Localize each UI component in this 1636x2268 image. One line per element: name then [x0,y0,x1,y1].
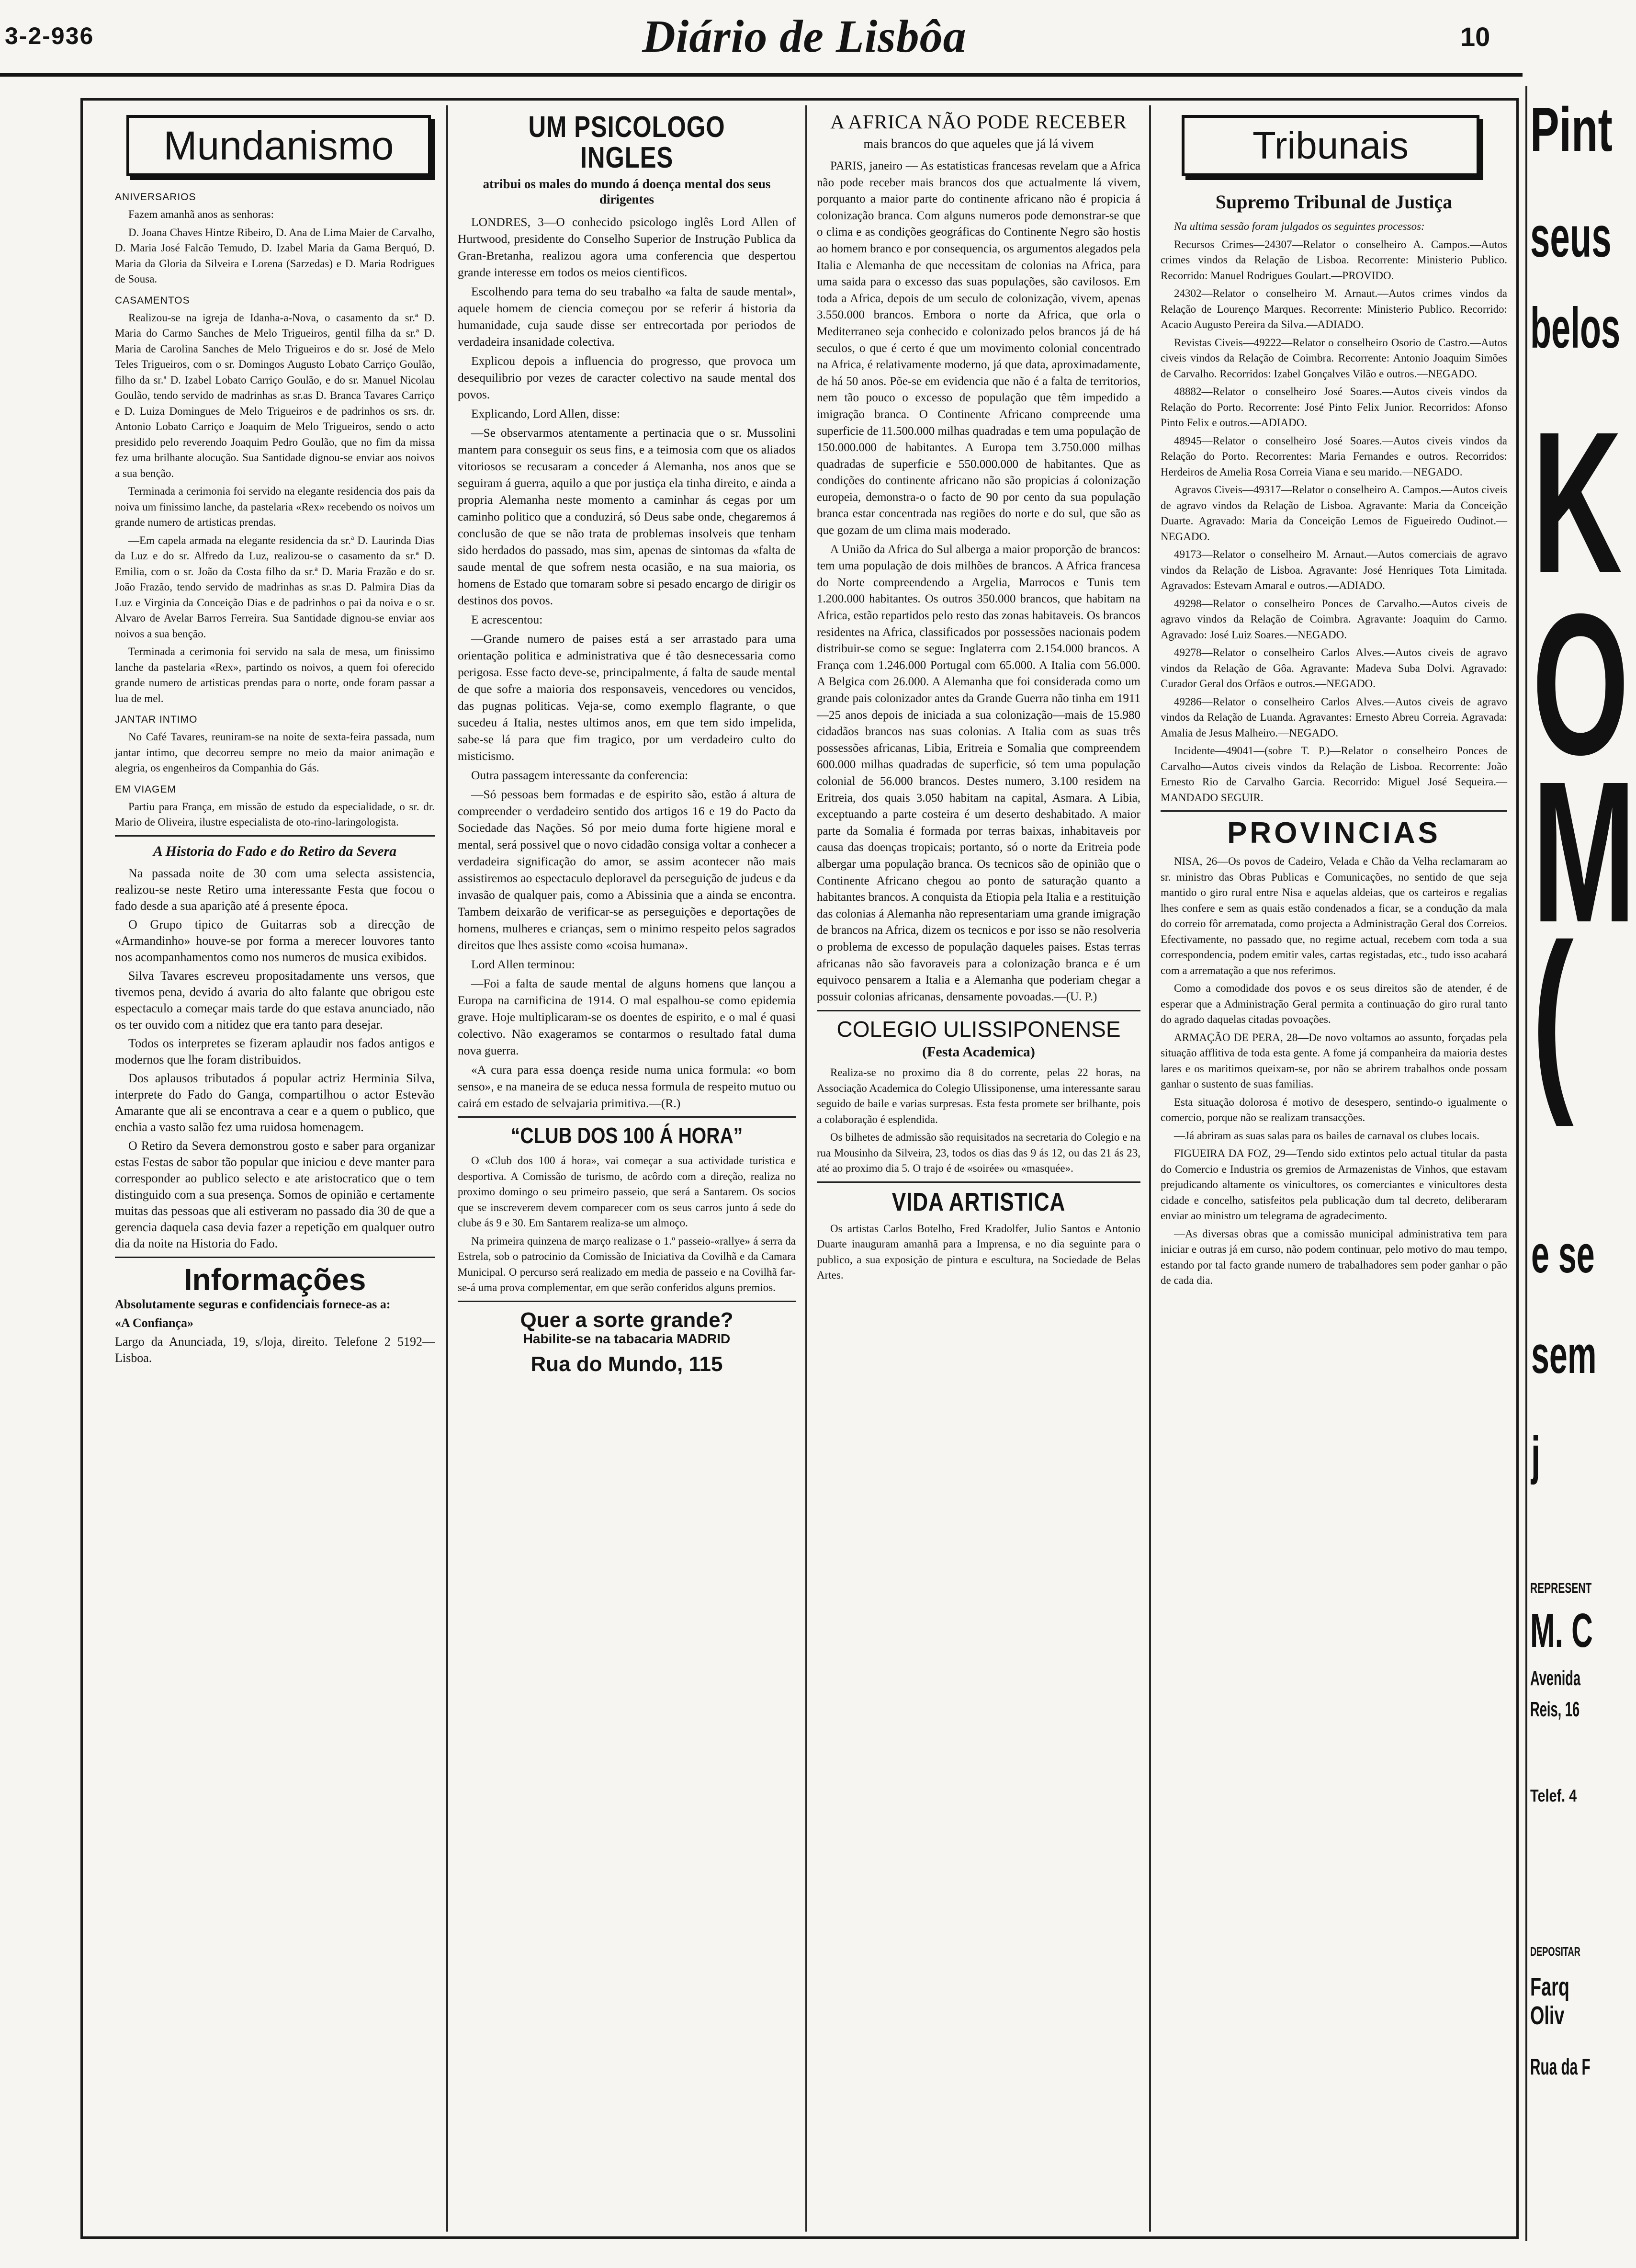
informacoes-title: Informações [183,1262,366,1297]
psicologo-paragraph: «A cura para essa doença reside numa unica formula: «o bom senso», e na maneira de se educa nessa formula de respeito mutuo ou cairá em estado de selvajaria primitiva.—(R.) [458,1063,796,1110]
masthead-rule [0,73,1523,77]
tribunais-item: 48882—Relator o conselheiro José Soares.—Autos civeis vindos da Relação do Porto. Recorrente: José Pinto Felix Junior. Recorridos: Afonso Pinto Felix e outros.—ADIADO. [1161,386,1507,429]
column-tribunais [1161,110,1507,2227]
psicologo-paragraph: LONDRES, 3—O conhecido psicologo inglês Lord Allen of Hurtwood, presidente do Conselho Superior de Instrução Publica da Gran-Bretanha, realizou agora uma conferencia que despertou grande interesse em todos os meios cientificos. [458,215,796,279]
psicologo-paragraph: Explicando, Lord Allen, disse: [471,407,620,420]
casamentos-paragraph: —Em capela armada na elegante residencia da sr.ª D. Laurinda Dias da Luz e do sr. Alfredo da Luz, realizou-se o casamento da sr.ª D. Emilia, com o sr. João da Costa filho da sr.ª D. Maria Frazão e do sr. João Frazão, tendo servido de madrinhas as sr.as D. Palmira Dias da Luz e Virginia da Conceição Dias e de padrinhos o pai da noiva e o sr. Alvaro de Avelar Barros Ferreira. Sua Santidade dignou-se enviar aos noivos a sua benção. [115,534,435,640]
fado-paragraph: Todos os interpretes se fizeram aplaudir nos fados antigos e modernos que lhe foram distribuidos. [115,1036,435,1066]
vida-headline: VIDA ARTISTICA [891,1187,1066,1216]
jantar-heading: JANTAR INTIMO [115,714,198,725]
fado-paragraph: O Retiro da Severa demonstrou gosto e saber para organizar estas Festas de sabor tão popular que iniciou e deve manter para corresponder ao publico selecto e ate aristocratico que o tem distinguido com a sua presença. Somos de opinião e certamente muitas das pessoas que ali estiveram no passado dia 30 de que a gerencia daquela casa devia fazer a repetição em qualquer outro dia da noite na Historia do Fado. [115,1138,435,1250]
adjacent-fragment: Farq [1530,1973,1569,2001]
section-rule [458,1301,796,1302]
tribunais-item: 49278—Relator o conselheiro Carlos Alves.—Autos civeis de agravo vindos da Relação de Gôa. Agravante: Madeva Suba Dolvi. Agravado: Curador Geral dos Orfãos e outros.—NEGADO. [1161,646,1507,690]
adjacent-fragment: Oliv [1530,2001,1565,2030]
psicologo-paragraph: —Foi a falta de saude mental de alguns homens que lançou a Europa na carnificina de 1914. O mal espalhou-se como epidemia grave. Hoje multiplicaram-se os doentes de espirito, e o mal é quasi colectivo. Não exageramos se contarmos o resultado fatal duma nova guerra. [458,976,796,1057]
adjacent-fragment: REPRESENT [1530,1580,1592,1596]
aniversarios-text: D. Joana Chaves Hintze Ribeiro, D. Ana de Lima Maier de Carvalho, D. Maria José Falcão Temudo, D. Izabel Maria da Gama Berquó, D. Maria da Gloria da Silveira e Lorena (Sarzedas) e D. Maria Rodrigues de Sousa. [115,226,435,285]
psicologo-paragraph: —Grande numero de paises está a ser arrastado para uma orientação politica e administrativa que é tão desnecessaria como perigosa. Esse facto deve-se, principalmente, á falta de saude mental de que sofre a maioria dos responsaveis, vencedores ou vencidos, das pugnas politicas. Veja-se, como exemplo flagrante, o que sucedeu á Italia, nestes ultimos anos, em que tem sido impelida, sabe-se lá para que fim tragico, por um verdadeiro culto do misticismo. [458,632,796,763]
psicologo-paragraph: Lord Allen terminou: [471,957,575,971]
tribunais-subtitle: Supremo Tribunal de Justiça [1215,191,1453,213]
adjacent-fragment: Reis, 16 [1530,1698,1580,1721]
colegio-paragraph: Realiza-se no proximo dia 8 do corrente, pelas 22 horas, na Associação Academica do Colegio Ulissiponense, uma interessante sarau seguido de baile e varias surpresas. Esta festa promete ser brilhante, pois a colaboração é esplendida. [817,1066,1140,1125]
section-rule [458,1116,796,1118]
africa-subtitle: mais brancos do que aqueles que já lá vivem [863,136,1094,151]
africa-paragraph: PARIS, janeiro — As estatisticas francesas revelam que a Africa não pode receber mais brancos dos que actualmente lá vivem, porquanto a maior parte do continente africano não é propicia á colonização branca. Com alguns numeros pode demonstrar-se que o clima e as condições geográficas do Continente Negro são hostis ao homem branco e por consequencia, os argumentos alegados pela Italia e Alemanha de que necessitam de colonias na Africa, para uma saida para o excesso das suas populações, são cavilosos. Em toda a Africa, depois de um seculo de colonização, vivem, apenas 3.550.000 brancos. Embora o norte da Africa, que orla o Mediterraneo seja conhecido e colonizado pelos brancos já de há seculos, o que é certo é que um movimento colonial concentrado na Africa, é relativamente moderno, já que data, aproximadamente, de há 50 anos. Põe-se em evidencia que não é a falta de territorios, nem tão pouco o excesso de população que têm impedido a imigração branca. O Continente Africano compreende uma superficie de 11.500.000 milhas quadradas e tem uma população de 150.000.000 de habitantes. A Europa tem 3.750.000 milhas quadradas de superficie e 550.000.000 de habitantes. Que as condições do continente africano não são propicias á colonização europeia, demonstra-o o facto de 90 por cento da sua população branca estar concentrada nas regiões do norte e do sul, que são as que gozam de um clima mais moderado. [817,159,1140,537]
aniversarios-heading: ANIVERSARIOS [115,192,196,203]
provincias-paragraph: FIGUEIRA DA FOZ, 29—Tendo sido extintos pelo actual titular da pasta do Comercio e Industria os gremios de Armazenistas de Vinhos, que estavam prejudicando altamente os vinicultores, os comerciantes e vinicultores desta cidade e concelho, satisfeitos pela publicação dum tal decreto, deliberaram enviar ao ministro um telegrama de agradecimento. [1161,1147,1507,1222]
informacoes-agency: «A Confiança» [115,1315,193,1330]
adjacent-fragment: Rua da F [1530,2054,1591,2080]
adjacent-fragment: O [1532,572,1629,797]
issue-date: 3-2-936 [5,23,94,49]
adjacent-fragment: sem [1531,1326,1597,1384]
tribunais-item: Incidente—49041—(sobre T. P.)—Relator o conselheiro Ponces de Carvalho—Autos civeis vindos da Relação de Lisboa. Recorrente: João Ernesto Rio de Carvalho Garcia. Recorrido: Miguel José Sequeira.—MANDADO SEGUIR. [1161,745,1507,804]
adjacent-fragment: belos [1530,296,1621,360]
colegio-paragraph: Os bilhetes de admissão são requisitados na secretaria do Colegio e na rua Mousinho da Silveira, 23, todos os dias das 9 ás 12, ou das 21 ás 23, até ao proximo dia 5. O trajo é de «soirée» ou «masquée». [817,1131,1140,1175]
jantar-text: No Café Tavares, reuniram-se na noite de sexta-feira passada, num jantar intimo, que decorreu sempre no meio da maior animação e alegria, os engenheiros da Companhia do Gás. [115,731,435,774]
tribunais-item: 49173—Relator o conselheiro M. Arnaut.—Autos comerciais de agravo vindos da Relação de Lisboa. Agravante: José Henriques Tota Limitada. Agravados: Estevam Amaral e outros.—ADIADO. [1161,548,1507,591]
adjacent-fragment: DEPOSITAR [1530,1944,1580,1959]
section-rule [817,1181,1140,1183]
casamentos-paragraph: Terminada a cerimonia foi servido na sala de mesa, um finissimo lanche da pastelaria «Rex», partindo os noivos, a quem foi oferecido grande numero de artisticas prendas para o norte, onde foram passar a lua de mel. [115,646,435,704]
colegio-subtitle: (Festa Academica) [922,1044,1035,1060]
adjacent-fragment: seus [1530,205,1612,269]
adjacent-fragment: M [1532,740,1636,964]
adjacent-fragment: M. C [1530,1604,1593,1657]
viagem-heading: EM VIAGEM [115,783,177,795]
provincias-paragraph: ARMAÇÃO DE PERA, 28—De novo voltamos ao assunto, forçadas pela situação afflitiva de toda esta gente. A fome já companheira da maioria destes lares e os maritimos queixam-se, por não se abrirem trabalhos onde possam ganhar o sustento de suas familias. [1161,1031,1507,1090]
vida-paragraph: Os artistas Carlos Botelho, Fred Kradolfer, Julio Santos e Antonio Duarte inauguram amanhã para a Imprensa, e no dia seguinte para o publico, a sua exposição de pintura e escultura, na Sociedade de Belas Artes. [817,1222,1140,1281]
provincias-paragraph: —As diversas obras que a comissão municipal administrativa tem para iniciar e outras já em curso, não podem continuar, pelo motivo do mau tempo, estando por tal facto grande numero de trabalhadores sem poder ganhar o pão de cada dia. [1161,1227,1507,1286]
provincias-paragraph: Esta situação dolorosa é motivo de desespero, sentindo-o igualmente o comercio, porque não se realizam transacções. [1161,1096,1507,1123]
club-paragraph: O «Club dos 100 á hora», vai começar a sua actividade turistica e desportiva. A Comissão de turismo, de acôrdo com a direção, realiza no proximo domingo o seu primeiro passeio, que será a Santarem. Os socios que se inscreverem devem comparecer com os seus carros junto á sede do clube ás 9 e 30. Em Santarem realiza-se um almoço. [458,1155,796,1229]
fado-paragraph: Na passada noite de 30 com uma selecta assistencia, realizou-se neste Retiro uma interessante Festa que focou o fado desde a sua aparição até á presente época. [115,866,435,913]
casamentos-paragraph: Terminada a cerimonia foi servido na elegante residencia dos pais da noiva um finissimo lanche, da pastelaria «Rex» recebendo os noivos um grande numero de artisticas prendas. [115,485,435,528]
casamentos-paragraph: Realizou-se na igreja de Idanha-a-Nova, o casamento da sr.ª D. Maria do Carmo Sanches de Melo Trigueiros, gentil filha da sr.ª D. Maria de Carolina Sanches de Melo Trigueiros e do sr. José de Melo Teles Trigueiros, com o sr. Domingos Augusto Lobato Carriço Goulão, filho da sr.ª D. Izabel Lobato Carriço Goulão, e do sr. Manuel Nicolau Goulão, tendo servido de madrinhas as sr.as D. Branca Tavares Carriço e D. Luiza Domingues de Melo Trigueiros e de padrinhos os srs. dr. Antonio Lobato Carriço e Joaquim de Melo Trigueiros, sendo o acto presidido pelo reverendo Joaquim Pedro Goulão, que no fim da missa fez uma brilhante alocução. Sua Santidade dignou-se enviar aos noivos a sua benção. [115,311,435,479]
psicologo-subtitle: atribui os males do mundo á doença mental dos seus dirigentes [483,177,771,206]
fado-paragraph: Silva Tavares escreveu propositadamente uns versos, que tivemos pena, devido á avaria do alto falante que obrigou este espectaculo a começar mais tarde do que estava anunciado, não os ter ouvido com a nitidez que era tanto para desejar. [115,968,435,1032]
adjacent-page-edge [1525,86,1527,2241]
fado-paragraph: O Grupo tipico de Guitarras sob a direcção de «Armandinho» houve-se por forma a merecer louvores tanto nos acompanhamentos como nos numeros de musica exibidos. [115,917,435,964]
adjacent-fragment: Avenida [1530,1667,1581,1690]
tribunais-intro: Na ultima sessão foram julgados os seguintes processos: [1174,220,1425,232]
africa-paragraph: A União da Africa do Sul alberga a maior proporção de brancos: tem uma população de dois milhões de brancos. A Africa francesa do Norte compreendendo a Argelia, Marrocos e Tunis tem 1.200.000 habitantes. Os outros 350.000 brancos, que habitam na Africa, estão repartidos pelo resto das zonas habitaveis. Os brancos residentes na Africa, classificados por possessões nacionais podem distribuir-se como se segue: Inglaterra com 2.154.000 brancos. A França com 1.246.000 Portugal com 65.000. A Italia com 56.000. A Belgica com 26.000. A Alemanha que foi considerada como um grande pais colonizador antes da Grande Guerra não tinha em 1911—25 anos depois de iniciada a sua colonização—mais de 15.980 cidadãos brancos nas suas colonias. A Italia com as suas três possessões africanas, Libia, Eritreia e Somalia que compreendem 600.000 milhas quadradas de superficie, só tem uma população colonial de 56.000 brancos. Destes numero, 3.100 residem na Eritreia, dos quais 3.050 habitam na capital, Asmara. A Libia, exceptuando a parte costeira é um deserto deshabitado. A maior parte da Somalia é formada por terras baixas, inhabitaveis por causa das doenças tropicais; portanto, só o norte da Eritreia pode albergar uma população branca. Os tecnicos são de opinião que o Continente Africano chegou ao ponto de saturação quanto a habitantes brancos. A conquista da Etiopia pela Italia e a restituição das colonias á Alemanha não representariam uma grande imigração de brancos na Africa, dizem os tecnicos e por isso se não resolveria o problema de excesso de população daqueles paises. Estas terras africanas não são favoraveis para a colonização branca e é um equivoco pensarem a Italia e a Alemanha que poderiam chegar a possuir colonias africanas, densamente povoadas.—(U. P.) [817,543,1140,1003]
provincias-paragraph: —Já abriram as suas salas para os bailes de carnaval os clubes locais. [1174,1129,1480,1142]
tribunais-item: 48945—Relator o conselheiro José Soares.—Autos civeis vindos da Relação do Porto. Recorrentes: Maria Fernandes e outros. Recorridos: Herdeiros de Amelia Rosa Correia Viana e seu marido.—NEGADO. [1161,434,1507,478]
section-rule [817,1010,1140,1011]
psicologo-paragraph: E acrescentou: [471,612,543,626]
section-rule [1161,810,1507,812]
mundanismo-title: Mundanismo [126,115,431,176]
casamentos-heading: CASAMENTOS [115,295,190,306]
tribunais-title: Tribunais [1182,115,1479,176]
colegio-headline: COLEGIO ULISSIPONENSE [836,1017,1121,1042]
tribunais-item: Agravos Civeis—49317—Relator o conselheiro A. Campos.—Autos civeis de agravo vindos da Relação de Lisboa. Agravante: Maria da Conceição Duarte. Agravado: Maria da Conceição Lemos de Figueiredo Oudinot.—NEGADO. [1161,484,1507,543]
column-mundanismo [115,110,435,2227]
adjacent-fragment: ( [1532,903,1574,1127]
psicologo-headline: UM PSICOLOGO INGLES [528,111,725,174]
psicologo-paragraph: Explicou depois a influencia do progresso, que provoca um desequilibrio por vezes de caracter colectivo na saude mental dos povos. [458,354,796,401]
informacoes-line: Absolutamente seguras e confidenciais fornece-as a: [115,1297,391,1311]
psicologo-paragraph: Outra passagem interessante da conferencia: [471,768,688,782]
column-africa [817,110,1140,2227]
column-divider [446,105,448,2232]
africa-headline: A AFRICA NÃO PODE RECEBER [830,111,1127,133]
adjacent-fragment: K [1532,390,1623,615]
column-psicologo [458,110,796,2227]
adjacent-fragment: e se [1531,1225,1595,1284]
tribunais-item: Recursos Crimes—24307—Relator o conselheiro A. Campos.—Autos crimes vindos da Relação de Lisboa. Recorrente: Ministerio Publico. Recorrido: Manuel Rodrigues Goulart.—PROVIDO. [1161,238,1507,282]
masthead-title: Diário de Lisbôa [642,11,967,62]
fado-paragraph: Dos aplausos tributados á popular actriz Herminia Silva, interprete do Fado do Ganga, compartilhou o actor Estevão Amarante que ali se encontrava a cear e a quem o publico, que enchia a vasto salão fez uma ruidosa homenagem. [115,1071,435,1134]
psicologo-paragraph: Escolhendo para tema do seu trabalho «a falta de saude mental», aquele homem de ciencia começou por se referir á historia da humanidade, cuja saude disse ser entrecortada por periodos de verdadeira insanidade colectiva. [458,284,796,349]
column-divider [805,105,807,2232]
page-number: 10 [1460,22,1490,52]
informacoes-address: Largo da Anunciada, 19, s/loja, direito. Telefone 2 5192—Lisboa. [115,1334,435,1365]
tribunais-item: 49298—Relator o conselheiro Ponces de Carvalho.—Autos civeis de agravo vindos da Relação de Coimbra. Agravante: Joaquim do Carmo. Agravado: José Luiz Soares.—NEGADO. [1161,597,1507,641]
tribunais-item: 49286—Relator o conselheiro Carlos Alves.—Autos civeis de agravo vindos da Relação de Luanda. Agravantes: Ernesto Abreu Correia. Agravada: Amalia de Jesus Malheiro.—NEGADO. [1161,695,1507,739]
aniversarios-intro: Fazem amanhã anos as senhoras: [128,208,274,220]
sorte-ad-headline: Quer a sorte grande? [520,1308,733,1332]
provincias-paragraph: NISA, 26—Os povos de Cadeiro, Velada e Chão da Velha reclamaram ao sr. ministro das Obras Publicas e Comunicações, no sentido de que seja mantido o giro rural entre Nisa e aquelas aldeias, que os carteiros e regalias lhes confere e sem as quais estão condenados a ficar, se a condução da mala do correio fôr arrematada, como projecta a Administração Geral dos Correios. Efectivamente, no passado que, no regime actual, recebem com toda a sua correspondencia, podem emitir vales, cartas registadas, etc., tudo isso acabará com a arrematação a que nos referimos. [1161,855,1507,976]
provincias-headline: PROVINCIAS [1227,816,1441,850]
adjacent-fragment: Telef. 4 [1530,1786,1577,1805]
adjacent-fragment: Pint [1530,94,1613,164]
tribunais-item: 24302—Relator o conselheiro M. Arnaut.—Autos crimes vindos da Relação de Lourenço Marques. Recorrente: Ministerio Publico. Recorrido: Acacio Augusto Pereira da Silva.—ADIADO. [1161,287,1507,330]
sorte-ad-line: Habilite-se na tabacaria MADRID [523,1331,731,1346]
column-divider [1149,105,1151,2232]
provincias-paragraph: Como a comodidade dos povos e os seus direitos são de atender, é de esperar que a Administração Geral permita a continuação do giro rural tanto do agrado daquelas citadas povoações. [1161,982,1507,1025]
section-rule [115,1257,435,1258]
section-rule [115,835,435,837]
tribunais-item: Revistas Civeis—49222—Relator o conselheiro Osorio de Castro.—Autos civeis vindos da Relação de Coimbra. Recorrente: Antonio Joaquim Simões de Carvalho. Recorridos: Izabel Gonçalves Vilão e outros.—NEGADO. [1161,336,1507,380]
club-headline: “CLUB DOS 100 Á HORA” [510,1123,743,1148]
adjacent-fragment: j [1531,1426,1540,1485]
psicologo-paragraph: —Só pessoas bem formadas e de espirito são, estão á altura de compreender o verdadeiro sentido dos artigos 16 e 19 do Pacto da Sociedade das Nações. Só por meio duma forte higiene moral e mental, será possivel que o novo cidadão consiga voltar a conhecer a verdadeira significação do amor, se assim acontecer não mais assistiremos ao espectaculo deploravel da perseguição de judeus e da invasão de qualquer pais, como a Abissinia que a ainda se encontra. Tambem deixarão de verificar-se as perseguições e deportações de homens, mulheres e crianças, sem o minimo respeito pelos sagrados direitos que lhes assiste como «coisa humana». [458,787,796,952]
fado-headline: A Historia do Fado e do Retiro da Severa [153,843,397,859]
sorte-ad-address: Rua do Mundo, 115 [530,1352,723,1376]
psicologo-paragraph: —Se observarmos atentamente a pertinacia que o sr. Mussolini mantem para conseguir os seus fins, e a teimosia com que os aliados vitoriosos se recusaram a conceder á Alemanha, nos anos que se seguiram á guerra, aquilo a que por justiça ela tinha direito, e ainda a propria Alemanha neste momento a caminhar ás cegas por um caminho politico que a conduzirá, só Deus sabe onde, chegaremos á conclusão de que se não trata de problemas insolveis que tenham sido herdados do passado, mas sim, apenas de sintomas da «falta de saude mental de que sofrem nesta ocasião, e na sua maioria, os homens de Estado que tomaram sobre si pesado encargo de dirigir os destinos dos povos. [458,426,796,607]
viagem-text: Partiu para França, em missão de estudo da especialidade, o sr. dr. Mario de Oliveira, ilustre especialista de oto-rino-laringologista. [115,800,435,828]
club-paragraph: Na primeira quinzena de março realizase o 1.º passeio-«rallye» á serra da Estrela, sob o patrocinio da Comissão de Iniciativa da Covilhã e da Camara Municipal. O percurso será realizado em media de passeio e na Covilhã far-se-á uma prova complementar, em que serão conferidos alguns premios. [458,1235,796,1293]
